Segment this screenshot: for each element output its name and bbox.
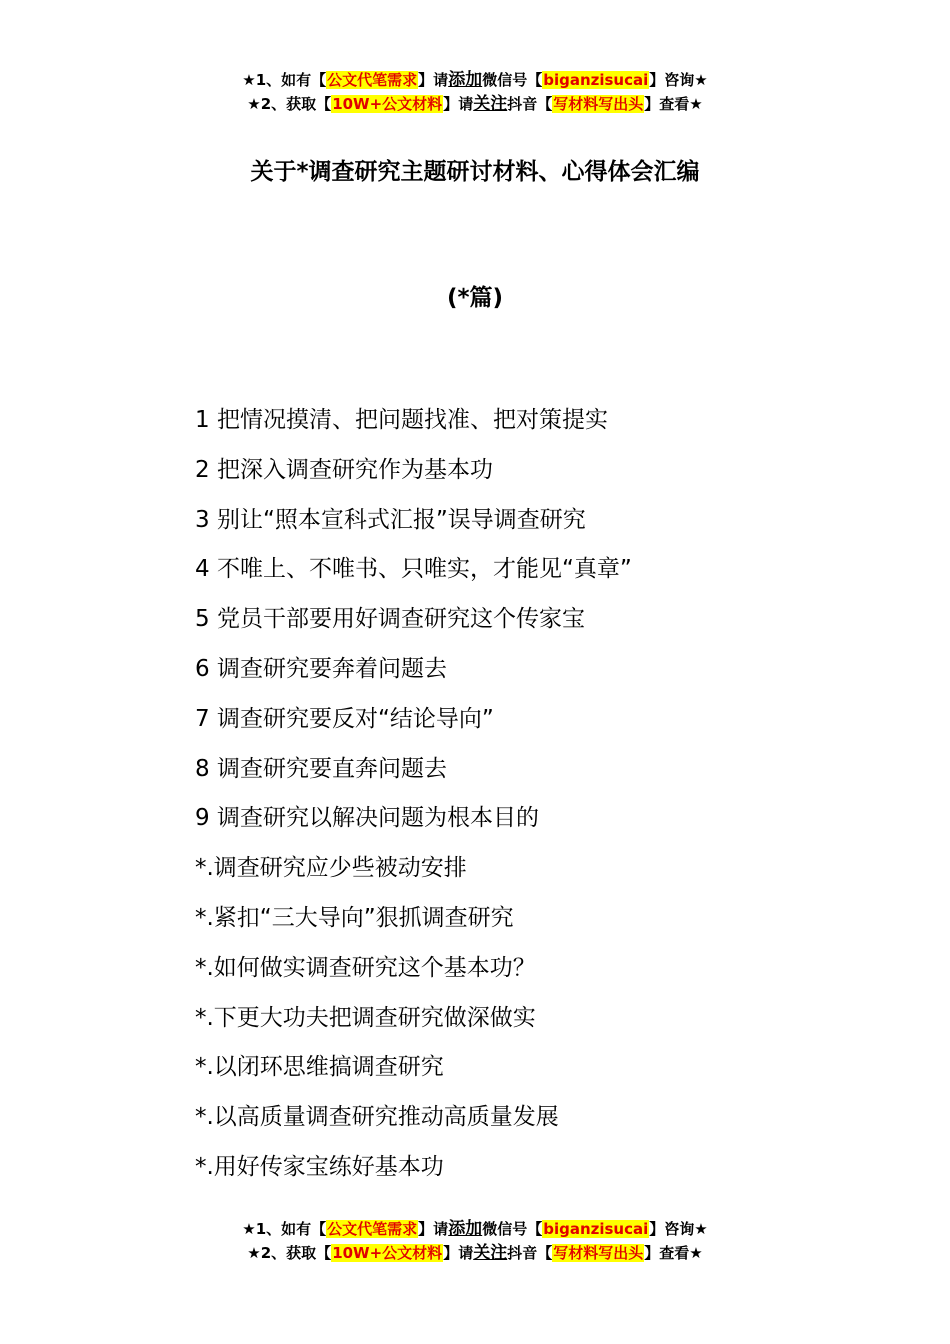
toc-item: 4 不唯上、不唯书、只唯实，才能见“真章” — [195, 556, 632, 583]
toc-item: *.以闭环思维搞调查研究 — [195, 1054, 444, 1081]
banner-text: ★1、如有【 — [242, 1220, 327, 1238]
toc-item: *.用好传家宝练好基本功 — [195, 1153, 444, 1180]
toc-item: *.下更大功夫把调查研究做深做实 — [195, 1004, 536, 1031]
banner-text: ★1、如有【 — [242, 71, 327, 89]
banner-line-2 — [0, 1241, 950, 1265]
banner-text: 】请 — [443, 95, 474, 113]
banner-text: 】查看★ — [644, 1244, 703, 1262]
banner-text: 】咨询★ — [649, 71, 708, 89]
toc-item: 6 调查研究要奔着问题去 — [195, 655, 447, 682]
banner-text: 】请 — [443, 1244, 474, 1262]
banner-highlight: 10W+公文材料 — [332, 1244, 443, 1262]
banner-text: ★2、获取【 — [247, 1244, 332, 1262]
toc-item: 8 调查研究要直奔问题去 — [195, 755, 447, 782]
document-subtitle: (*篇) — [446, 285, 504, 311]
toc-item: 1 把情况摸清、把问题找准、把对策提实 — [195, 407, 608, 433]
banner-text: 微信号【 — [482, 1220, 543, 1238]
toc-item: *.调查研究应少些被动安排 — [195, 855, 467, 882]
toc-item: *.以高质量调查研究推动高质量发展 — [195, 1104, 559, 1131]
banner-text: ★2、获取【 — [247, 95, 332, 113]
banner-text: 抖音【 — [507, 1244, 553, 1262]
toc-item: *.紧扣“三大导向”狠抓调查研究 — [195, 904, 514, 931]
banner-highlight: biganzisucai — [543, 71, 649, 89]
banner-line-1 — [0, 68, 950, 92]
banner-highlight: 公文代笔需求 — [327, 1220, 418, 1238]
toc-item: *.如何做实调查研究这个基本功？ — [195, 954, 536, 981]
table-of-contents — [195, 396, 632, 1193]
banner-underlined-text: 添加 — [448, 70, 483, 90]
toc-item: 3 别让“照本宣科式汇报”误导调查研究 — [195, 506, 586, 533]
banner-highlight: biganzisucai — [543, 1220, 649, 1238]
banner-underlined-text: 添加 — [448, 1219, 483, 1239]
banner-text: 】咨询★ — [649, 1220, 708, 1238]
banner-underlined-text: 关注 — [473, 1243, 508, 1263]
banner-text: 抖音【 — [507, 95, 553, 113]
banner-highlight: 10W+公文材料 — [332, 95, 443, 113]
toc-item: 7 调查研究要反对“结论导向” — [195, 705, 494, 732]
banner-highlight: 写材料写出头 — [553, 95, 644, 113]
banner-text: 】查看★ — [644, 95, 703, 113]
document-title: 关于*调查研究主题研讨材料、心得体会汇编 — [250, 159, 700, 185]
banner-line-1 — [0, 1217, 950, 1241]
banner-highlight: 写材料写出头 — [553, 1244, 644, 1262]
bottom-banner — [0, 1217, 950, 1265]
banner-text: 微信号【 — [482, 71, 543, 89]
toc-item: 9 调查研究以解决问题为根本目的 — [195, 805, 539, 832]
top-banner — [0, 68, 950, 116]
toc-item: 2 把深入调查研究作为基本功 — [195, 456, 493, 483]
banner-line-2 — [0, 92, 950, 116]
banner-highlight: 公文代笔需求 — [327, 71, 418, 89]
toc-item: 5 党员干部要用好调查研究这个传家宝 — [195, 606, 585, 633]
banner-text: 】请 — [418, 1220, 449, 1238]
banner-text: 】请 — [418, 71, 449, 89]
banner-underlined-text: 关注 — [473, 94, 508, 114]
